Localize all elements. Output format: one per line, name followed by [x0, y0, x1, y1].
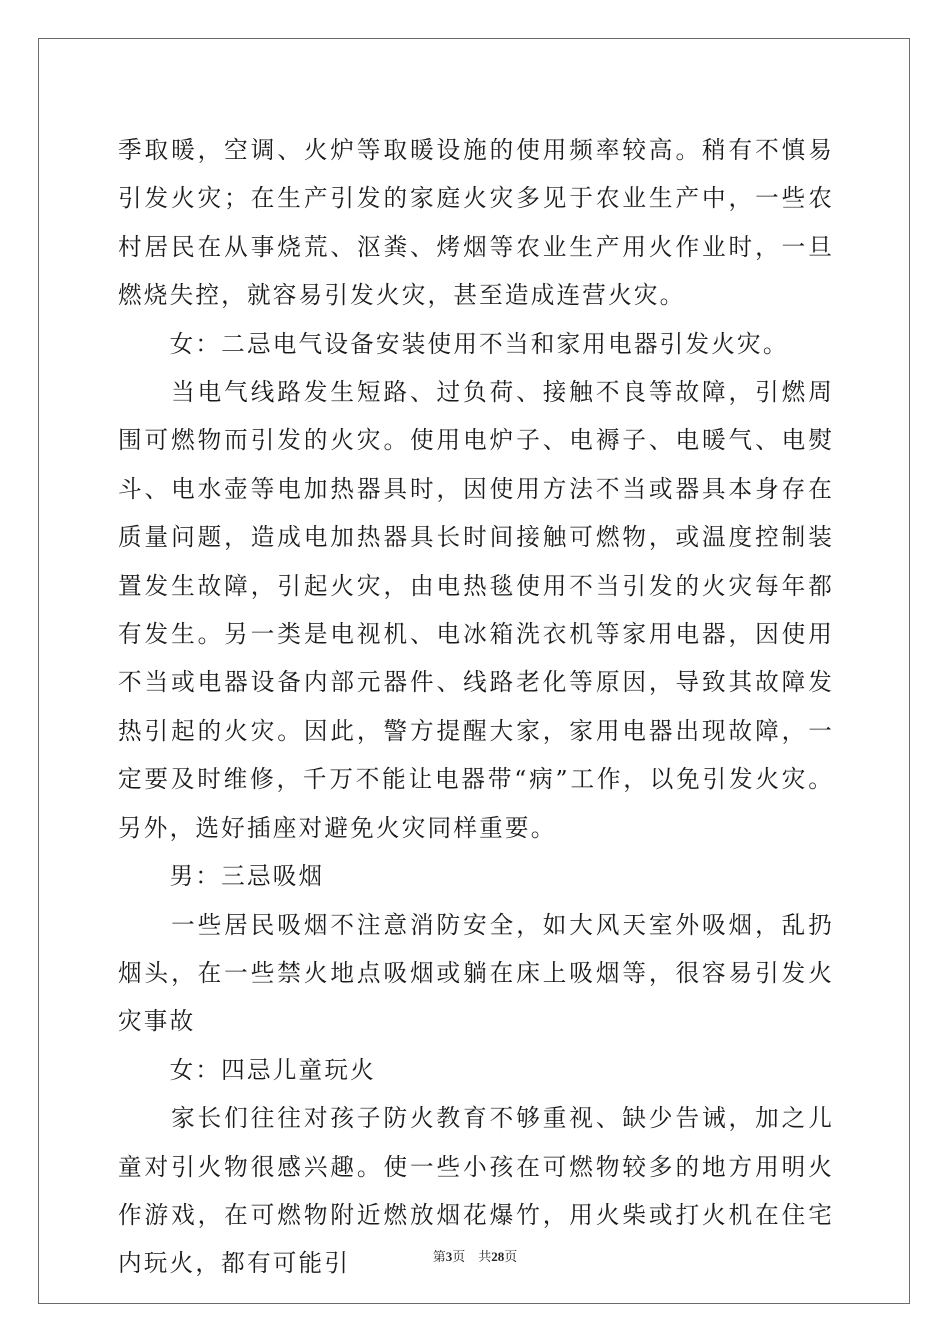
footer-page-unit: 页 — [452, 1249, 466, 1264]
paragraph-children-fires: 家长们往往对孩子防火教育不够重视、缺少告诫，加之儿童对引火物很感兴趣。使一些小孩在可燃物较多的地方用明火作游戏，在可燃物附近燃放烟花爆竹，用火柴或打火机在住宅内玩火，都有可能引 — [118, 1104, 834, 1278]
paragraph-electrical-fires: 当电气线路发生短路、过负荷、接触不良等故障，引燃周围可燃物而引发的火灾。使用电炉子、电褥子、电暖气、电熨斗、电水壶等电加热器具时，因使用方法不当或器具本身存在质量问题，造成电加热器具长时间接触可燃物，或温度控制装置发生故障，引起火灾，由电热毯使用不当引发的火灾每年都有发生。另一类是电视机、电冰箱洗衣机等家用电器，因使用不当或电器设备内部元器件、线路老化等原因，导致其故障发热引起的火灾。因此，警方提醒大家，家用电器出现故障，一定要及时维修，千万不能让电器带“病”工作，以免引发火灾。另外，选好插座对避免火灾同样重要。 — [118, 378, 834, 842]
paragraph-female-children-heading: 女：四忌儿童玩火 — [118, 1055, 376, 1084]
paragraph-heating-fires: 季取暖，空调、火炉等取暖设施的使用频率较高。稍有不慎易引发火灾；在生产引发的家庭火灾多见于农业生产中，一些农村居民在从事烧荒、沤粪、烤烟等农业生产用火作业时，一旦燃烧失控，就容易引发火灾，甚至造成连营火灾。 — [118, 136, 834, 310]
paragraph-smoking-fires: 一些居民吸烟不注意消防安全，如大风天室外吸烟，乱扔烟头，在一些禁火地点吸烟或躺在床上吸烟等，很容易引发火灾事故 — [118, 910, 834, 1036]
page-footer — [0, 1246, 950, 1265]
footer-total-prefix: 共 — [478, 1249, 492, 1264]
footer-total-unit: 页 — [504, 1249, 518, 1264]
footer-page-prefix: 第 — [432, 1249, 446, 1264]
paragraph-female-electrical-heading: 女：二忌电气设备安装使用不当和家用电器引发火灾。 — [118, 329, 789, 358]
footer-page-number: 3 — [445, 1249, 453, 1264]
footer-total-pages: 28 — [491, 1249, 505, 1264]
paragraph-male-smoking-heading: 男：三忌吸烟 — [118, 862, 325, 891]
document-body — [118, 126, 834, 1288]
